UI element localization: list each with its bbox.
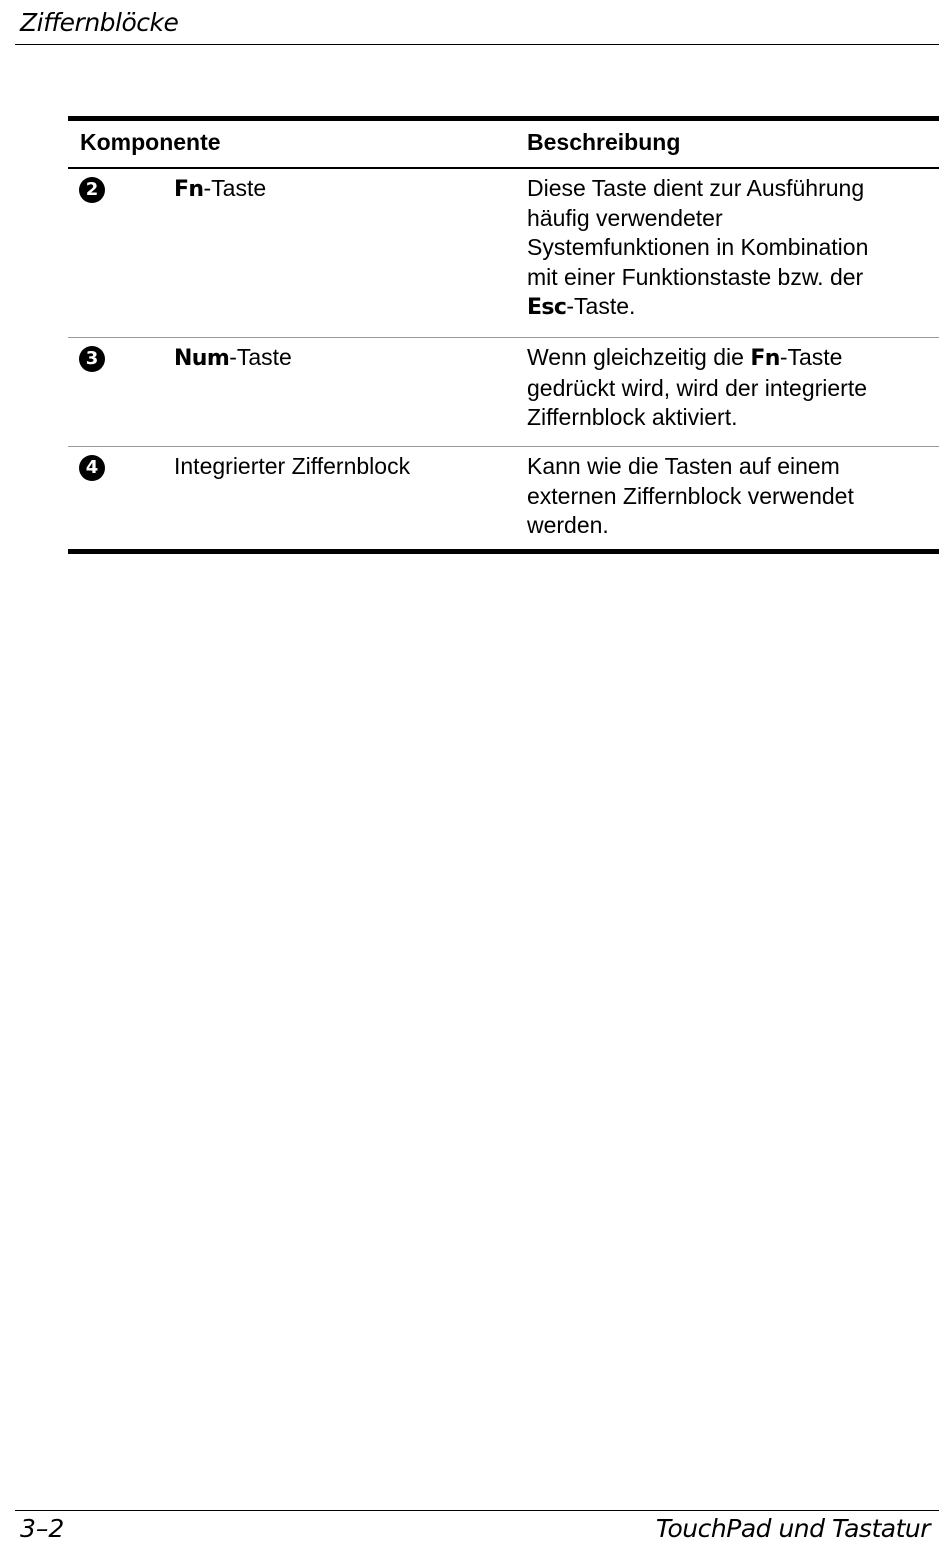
component-name — [174, 174, 266, 205]
callout-number-badge: 2 — [79, 177, 105, 203]
description-line — [527, 343, 937, 374]
callout-number-badge: 4 — [79, 455, 105, 481]
callout-number-badge: 3 — [79, 346, 105, 372]
description-line: externen Ziffernblock verwendet — [527, 482, 854, 509]
component-description — [527, 174, 937, 323]
description-line: gedrückt wird, wird der integrierte — [527, 374, 868, 401]
component-name — [174, 343, 292, 374]
running-footer-section: TouchPad und Tastatur — [655, 1514, 930, 1543]
description-line: mit einer Funktionstaste bzw. der — [527, 263, 864, 290]
description-suffix: -Taste — [779, 344, 843, 370]
component-name: Integrierter Ziffernblock — [174, 453, 411, 479]
description-line: Diese Taste dient zur Ausführung — [527, 175, 865, 201]
table-row — [68, 338, 939, 447]
footer-divider — [15, 1510, 939, 1511]
description-line: häufig verwendeter — [527, 204, 723, 231]
column-header-komponente: Komponente — [80, 129, 221, 155]
column-header-beschreibung: Beschreibung — [527, 129, 681, 155]
component-suffix: -Taste — [229, 344, 292, 370]
component-description — [527, 452, 937, 541]
table-row — [68, 169, 939, 338]
header-divider — [15, 44, 939, 45]
key-label: Fn — [750, 346, 780, 371]
key-label: Fn — [174, 177, 204, 202]
description-suffix: -Taste. — [566, 293, 636, 319]
description-line: Ziffernblock aktiviert. — [527, 404, 738, 430]
description-line — [527, 292, 937, 323]
key-label: Num — [174, 346, 230, 371]
description-prefix: Wenn gleichzeitig die — [527, 344, 751, 370]
description-line: Systemfunktionen in Kombination — [527, 234, 869, 260]
page-number: 3–2 — [20, 1514, 65, 1543]
key-label: Esc — [527, 295, 567, 320]
description-line: werden. — [527, 512, 609, 538]
components-table — [68, 116, 939, 554]
component-suffix: -Taste — [203, 175, 267, 201]
table-header-row — [68, 121, 939, 169]
description-line: Kann wie die Tasten auf einem — [527, 453, 840, 479]
table-row — [68, 447, 939, 549]
component-description — [527, 343, 937, 433]
running-header-title: Ziffernblöcke — [20, 8, 179, 37]
